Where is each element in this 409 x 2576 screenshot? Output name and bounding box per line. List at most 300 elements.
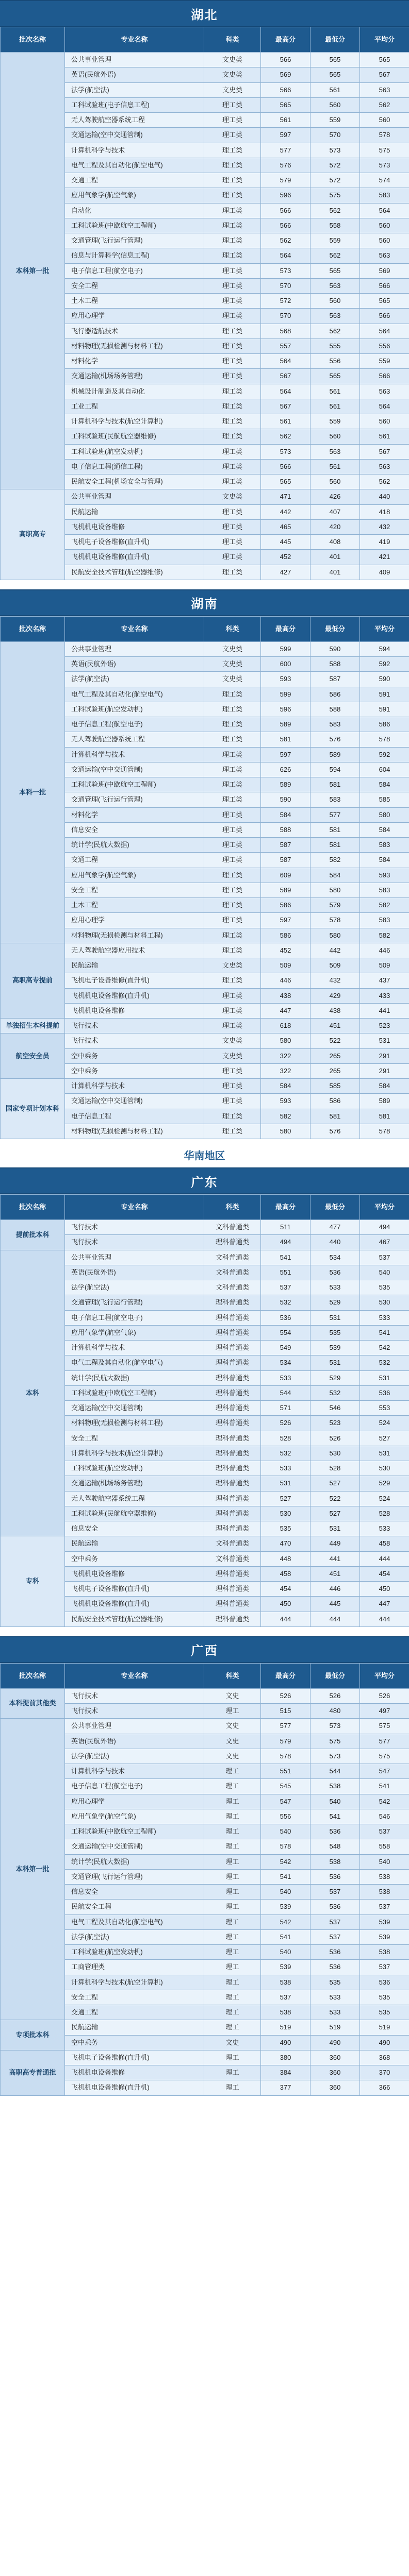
major-cell: 飞行技术 [65,1704,204,1719]
major-cell: 安全工程 [65,278,204,293]
category-cell: 文史类 [204,489,261,504]
major-cell: 交通运输(空中交通管制) [65,1401,204,1416]
category-cell: 理科普通类 [204,1582,261,1597]
major-cell: 英语(民航外语) [65,1734,204,1749]
min-score-cell: 580 [310,883,360,897]
min-score-cell: 556 [310,354,360,369]
major-cell: 飞机机电设备维修 [65,2065,204,2080]
major-cell: 法学(航空法) [65,1929,204,1944]
section-title: 广东 [191,1175,218,1190]
min-score-cell: 533 [310,2005,360,2020]
avg-score-cell: 578 [360,1124,409,1139]
avg-score-cell: 433 [360,988,409,1003]
min-score-cell: 576 [310,732,360,747]
major-cell: 公共事业管理 [65,641,204,656]
avg-score-cell: 560 [360,414,409,429]
category-cell: 文史类 [204,1048,261,1063]
category-cell: 理工类 [204,504,261,519]
major-cell: 飞行器适航技术 [65,324,204,338]
header-min: 最低分 [310,1195,360,1220]
max-score-cell: 438 [261,988,310,1003]
max-score-cell: 448 [261,1551,310,1566]
min-score-cell: 575 [310,188,360,203]
avg-score-cell: 540 [360,1854,409,1869]
section-banner [0,0,409,27]
max-score-cell: 526 [261,1416,310,1431]
category-cell: 理工 [204,1900,261,1914]
avg-score-cell: 537 [360,1900,409,1914]
min-score-cell: 529 [310,1370,360,1385]
category-cell: 理工类 [204,113,261,128]
header-avg: 平均分 [360,1195,409,1220]
major-cell: 电气工程及其自动化(航空电气) [65,687,204,702]
major-cell: 交通管理(飞行运行管理) [65,1295,204,1310]
major-cell: 交通工程 [65,853,204,868]
avg-score-cell: 560 [360,113,409,128]
min-score-cell: 559 [310,414,360,429]
max-score-cell: 531 [261,1476,310,1491]
major-cell: 统计学(民航大数据) [65,1854,204,1869]
avg-score-cell: 594 [360,641,409,656]
max-score-cell: 567 [261,399,310,414]
major-cell: 无人驾驶航空器系统工程 [65,732,204,747]
min-score-cell: 446 [310,1582,360,1597]
category-cell: 理工类 [204,1094,261,1109]
major-cell: 飞机机电设备维修(直升机) [65,1597,204,1612]
max-score-cell: 538 [261,2005,310,2020]
category-cell: 理工类 [204,128,261,143]
category-cell: 理科普通类 [204,1597,261,1612]
major-cell: 应用气象学(航空气象) [65,188,204,203]
header-category: 科类 [204,1663,261,1688]
category-cell: 文史类 [204,67,261,82]
section-banner [0,1636,409,1663]
avg-score-cell: 565 [360,53,409,67]
avg-score-cell: 564 [360,399,409,414]
min-score-cell: 438 [310,1003,360,1018]
category-cell: 理工类 [204,203,261,218]
max-score-cell: 537 [261,1280,310,1295]
category-cell: 理科普通类 [204,1491,261,1506]
major-cell: 材料物理(无损检测与材料工程) [65,1124,204,1139]
min-score-cell: 522 [310,1491,360,1506]
avg-score-cell: 573 [360,158,409,173]
min-score-cell: 526 [310,1688,360,1703]
major-cell: 工科试验班(中欧航空工程师) [65,777,204,792]
category-cell: 理工类 [204,384,261,399]
category-cell: 理工类 [204,294,261,309]
category-cell: 理科普通类 [204,1295,261,1310]
avg-score-cell: 490 [360,2035,409,2050]
min-score-cell: 565 [310,369,360,384]
category-cell: 理工类 [204,687,261,702]
batch-cell: 国家专项计划本科 [1,1079,65,1139]
avg-score-cell: 533 [360,1310,409,1325]
category-cell: 理科普通类 [204,1341,261,1355]
category-cell: 文史类 [204,657,261,672]
header-batch: 批次名称 [1,27,65,53]
table-row [1,2050,409,2065]
min-score-cell: 530 [310,1446,360,1461]
major-cell: 飞机电子设备维修(直升机) [65,973,204,988]
avg-score-cell: 440 [360,489,409,504]
max-score-cell: 597 [261,913,310,928]
category-cell: 文史 [204,1734,261,1749]
min-score-cell: 563 [310,278,360,293]
avg-score-cell: 541 [360,1325,409,1340]
major-cell: 电子信息工程(航空电子) [65,717,204,732]
avg-score-cell: 563 [360,82,409,97]
avg-score-cell: 562 [360,474,409,489]
max-score-cell: 532 [261,1446,310,1461]
avg-score-cell: 546 [360,1809,409,1824]
batch-cell: 航空安全员 [1,1033,65,1079]
avg-score-cell: 368 [360,2050,409,2065]
major-cell: 信息与计算科学(信息工程) [65,248,204,263]
category-cell: 理工类 [204,354,261,369]
major-cell: 材料物理(无损检测与材料工程) [65,928,204,943]
min-score-cell: 529 [310,1295,360,1310]
max-score-cell: 545 [261,1779,310,1794]
major-cell: 法学(航空法) [65,1280,204,1295]
category-cell: 理工 [204,1869,261,1884]
category-cell: 文科普通类 [204,1280,261,1295]
min-score-cell: 560 [310,474,360,489]
header-max: 最高分 [261,616,310,641]
header-major: 专业名称 [65,27,204,53]
min-score-cell: 546 [310,1401,360,1416]
category-cell: 文史 [204,2035,261,2050]
avg-score-cell: 582 [360,898,409,913]
avg-score-cell: 444 [360,1551,409,1566]
avg-score-cell: 565 [360,294,409,309]
max-score-cell: 593 [261,1094,310,1109]
header-batch: 批次名称 [1,616,65,641]
avg-score-cell: 581 [360,1109,409,1124]
avg-score-cell: 566 [360,278,409,293]
max-score-cell: 452 [261,943,310,958]
category-cell: 理工 [204,2080,261,2095]
avg-score-cell: 563 [360,384,409,399]
max-score-cell: 566 [261,203,310,218]
category-cell: 理科普通类 [204,1370,261,1385]
category-cell: 理工类 [204,459,261,474]
max-score-cell: 542 [261,1854,310,1869]
major-cell: 计算机科学与技术(航空计算机) [65,1446,204,1461]
max-score-cell: 573 [261,263,310,278]
min-score-cell: 588 [310,657,360,672]
table-row [1,1719,409,1734]
category-cell: 理工 [204,1945,261,1960]
max-score-cell: 515 [261,1704,310,1719]
min-score-cell: 528 [310,1461,360,1476]
avg-score-cell: 562 [360,97,409,112]
major-cell: 空中乘务 [65,1551,204,1566]
major-cell: 飞机机电设备维修 [65,519,204,534]
major-cell: 计算机科学与技术 [65,143,204,158]
category-cell: 理科普通类 [204,1235,261,1250]
max-score-cell: 562 [261,429,310,444]
avg-score-cell: 418 [360,504,409,519]
category-cell: 理工类 [204,97,261,112]
avg-score-cell: 532 [360,1355,409,1370]
major-cell: 信息安全 [65,1521,204,1536]
avg-score-cell: 584 [360,853,409,868]
avg-score-cell: 535 [360,1280,409,1295]
section-guangxi [0,1636,409,2096]
category-cell: 理科普通类 [204,1385,261,1400]
table-row [1,1250,409,1265]
max-score-cell: 579 [261,173,310,188]
max-score-cell: 450 [261,1597,310,1612]
max-score-cell: 541 [261,1869,310,1884]
min-score-cell: 581 [310,822,360,837]
major-cell: 应用心理学 [65,309,204,324]
category-cell: 理工类 [204,173,261,188]
major-cell: 电气工程及其自动化(航空电气) [65,158,204,173]
min-score-cell: 480 [310,1704,360,1719]
avg-score-cell: 563 [360,459,409,474]
avg-score-cell: 566 [360,369,409,384]
category-cell: 文科普通类 [204,1250,261,1265]
max-score-cell: 442 [261,504,310,519]
min-score-cell: 534 [310,1250,360,1265]
min-score-cell: 445 [310,1597,360,1612]
category-cell: 理工类 [204,369,261,384]
avg-score-cell: 458 [360,1536,409,1551]
table-row [1,489,409,504]
category-cell: 文史类 [204,958,261,973]
table-row [1,1220,409,1235]
avg-score-cell: 527 [360,1431,409,1446]
avg-score-cell: 585 [360,792,409,807]
category-cell: 理工类 [204,988,261,1003]
category-cell: 理工类 [204,702,261,717]
major-cell: 法学(航空法) [65,672,204,687]
avg-score-cell: 524 [360,1491,409,1506]
avg-score-cell: 586 [360,717,409,732]
avg-score-cell: 533 [360,1521,409,1536]
max-score-cell: 444 [261,1612,310,1626]
avg-score-cell: 584 [360,777,409,792]
category-cell: 理工类 [204,928,261,943]
major-cell: 交通管理(飞行运行管理) [65,1869,204,1884]
category-cell: 理工类 [204,1109,261,1124]
avg-score-cell: 564 [360,203,409,218]
category-cell: 理工类 [204,1003,261,1018]
avg-score-cell: 583 [360,188,409,203]
avg-score-cell: 591 [360,702,409,717]
major-cell: 电气工程及其自动化(航空电气) [65,1355,204,1370]
min-score-cell: 565 [310,67,360,82]
min-score-cell: 590 [310,641,360,656]
min-score-cell: 559 [310,233,360,248]
min-score-cell: 560 [310,97,360,112]
min-score-cell: 265 [310,1063,360,1078]
category-cell: 理工类 [204,429,261,444]
avg-score-cell: 535 [360,2005,409,2020]
header-avg: 平均分 [360,616,409,641]
min-score-cell: 572 [310,173,360,188]
category-cell: 理工 [204,1990,261,2005]
major-cell: 民航运输 [65,1536,204,1551]
min-score-cell: 536 [310,1265,360,1280]
avg-score-cell: 583 [360,913,409,928]
category-cell: 文史 [204,1719,261,1734]
max-score-cell: 577 [261,1719,310,1734]
major-cell: 材料物理(无损检测与材料工程) [65,338,204,353]
category-cell: 理科普通类 [204,1521,261,1536]
avg-score-cell: 432 [360,519,409,534]
max-score-cell: 533 [261,1461,310,1476]
max-score-cell: 570 [261,309,310,324]
category-cell: 理工类 [204,399,261,414]
avg-score-cell: 537 [360,1250,409,1265]
major-cell: 交通运输(机场场务管理) [65,369,204,384]
major-cell: 英语(民航外语) [65,1265,204,1280]
avg-score-cell: 538 [360,1885,409,1900]
avg-score-cell: 437 [360,973,409,988]
header-category: 科类 [204,616,261,641]
major-cell: 法学(航空法) [65,1749,204,1764]
min-score-cell: 537 [310,1885,360,1900]
max-score-cell: 589 [261,717,310,732]
avg-score-cell: 558 [360,1839,409,1854]
section-banner [0,1167,409,1194]
avg-score-cell: 523 [360,1019,409,1033]
max-score-cell: 561 [261,113,310,128]
avg-score-cell: 569 [360,263,409,278]
major-cell: 法学(航空法) [65,82,204,97]
max-score-cell: 538 [261,1975,310,1990]
category-cell: 理工 [204,1779,261,1794]
min-score-cell: 449 [310,1536,360,1551]
major-cell: 计算机科学与技术 [65,747,204,762]
avg-score-cell: 589 [360,1094,409,1109]
section-spacer [0,580,409,589]
major-cell: 工科试验班(中欧航空工程师) [65,218,204,233]
max-score-cell: 570 [261,278,310,293]
min-score-cell: 573 [310,1749,360,1764]
avg-score-cell: 592 [360,747,409,762]
avg-score-cell: 553 [360,1401,409,1416]
min-score-cell: 407 [310,504,360,519]
major-cell: 工科试验班(中欧航空工程师) [65,1824,204,1839]
min-score-cell: 584 [310,868,360,883]
category-cell: 理工 [204,1794,261,1809]
avg-score-cell: 564 [360,324,409,338]
category-cell: 理工类 [204,474,261,489]
max-score-cell: 539 [261,1960,310,1975]
category-cell: 理工类 [204,550,261,565]
min-score-cell: 594 [310,762,360,777]
max-score-cell: 564 [261,384,310,399]
category-cell: 文史类 [204,82,261,97]
table-header-row [1,616,409,641]
max-score-cell: 465 [261,519,310,534]
major-cell: 无人驾驶航空器系统工程 [65,113,204,128]
max-score-cell: 551 [261,1764,310,1779]
section-hubei [0,0,409,580]
avg-score-cell: 559 [360,354,409,369]
category-cell: 理科普通类 [204,1401,261,1416]
max-score-cell: 626 [261,762,310,777]
category-cell: 理工类 [204,777,261,792]
major-cell: 飞机机电设备维修(直升机) [65,988,204,1003]
category-cell: 理工 [204,1885,261,1900]
category-cell: 理工类 [204,1124,261,1139]
min-score-cell: 573 [310,143,360,158]
major-cell: 交通运输(空中交通管制) [65,128,204,143]
min-score-cell: 588 [310,702,360,717]
table-row [1,943,409,958]
max-score-cell: 599 [261,641,310,656]
avg-score-cell: 567 [360,67,409,82]
max-score-cell: 541 [261,1929,310,1944]
min-score-cell: 441 [310,1551,360,1566]
major-cell: 民航安全工程 [65,1900,204,1914]
header-major: 专业名称 [65,1663,204,1688]
category-cell: 理工类 [204,218,261,233]
section-title: 广西 [191,1644,218,1658]
category-cell: 理工 [204,1809,261,1824]
min-score-cell: 536 [310,1945,360,1960]
max-score-cell: 427 [261,565,310,580]
table-row [1,2020,409,2035]
min-score-cell: 548 [310,1839,360,1854]
score-table-hunan [0,616,409,1139]
min-score-cell: 565 [310,263,360,278]
batch-cell: 高职高专 [1,489,65,580]
batch-cell: 本科提前其他类 [1,1688,65,1719]
category-cell: 理工类 [204,883,261,897]
max-score-cell: 573 [261,444,310,459]
category-cell: 理工类 [204,822,261,837]
major-cell: 交通运输(机场场务管理) [65,1476,204,1491]
category-cell: 文科普通类 [204,1220,261,1235]
min-score-cell: 537 [310,1914,360,1929]
category-cell: 理工类 [204,158,261,173]
header-max: 最高分 [261,1663,310,1688]
batch-cell: 本科第一批 [1,1719,65,2020]
max-score-cell: 533 [261,1370,310,1385]
category-cell: 理科普通类 [204,1566,261,1581]
avg-score-cell: 575 [360,1749,409,1764]
avg-score-cell: 560 [360,233,409,248]
avg-score-cell: 535 [360,1990,409,2005]
max-score-cell: 566 [261,218,310,233]
major-cell: 英语(民航外语) [65,67,204,82]
avg-score-cell: 556 [360,338,409,353]
min-score-cell: 522 [310,1033,360,1048]
max-score-cell: 561 [261,414,310,429]
major-cell: 统计学(民航大数据) [65,1370,204,1385]
header-category: 科类 [204,27,261,53]
max-score-cell: 541 [261,1250,310,1265]
min-score-cell: 562 [310,324,360,338]
max-score-cell: 588 [261,822,310,837]
max-score-cell: 584 [261,807,310,822]
avg-score-cell: 593 [360,868,409,883]
avg-score-cell: 531 [360,1446,409,1461]
major-cell: 信息安全 [65,1885,204,1900]
max-score-cell: 579 [261,1734,310,1749]
section-hunan [0,589,409,1139]
batch-cell: 本科第一批 [1,53,65,489]
major-cell: 工商管理类 [65,1960,204,1975]
max-score-cell: 544 [261,1385,310,1400]
min-score-cell: 490 [310,2035,360,2050]
